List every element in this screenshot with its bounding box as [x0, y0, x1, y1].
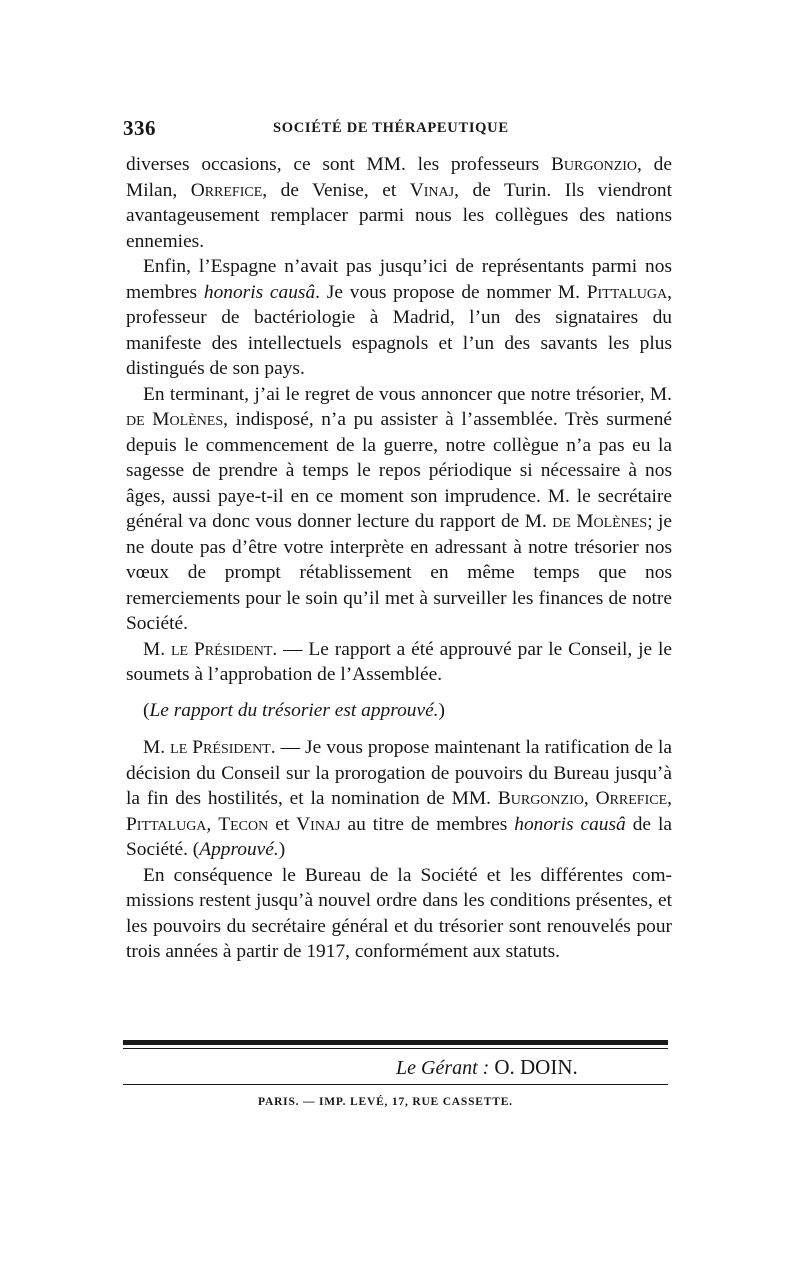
printer-imprint: PARIS. — IMP. LEVÉ, 17, RUE CASSETTE. — [258, 1096, 513, 1108]
paragraph-foreign-members — [126, 152, 672, 254]
person-name: de Molènes — [552, 511, 648, 532]
text-run: et — [268, 813, 297, 835]
text-run: M. — [143, 737, 171, 758]
text-run: , indisposé, n’a pu assister à l’assemblée. Très surmené depuis le commencement de la guerre, notre collègue n’a pas eu la sagesse de prendre à temps le repos périodique si nécessaire à nos âges, aussi paye-t-il en ce moment son imprudence. M. le secrétaire général va donc vous donner lecture du rapport de M. — [126, 409, 672, 532]
text-run: , — [583, 788, 596, 809]
person-name: Pittaluga — [126, 813, 207, 835]
page-number: 336 — [123, 116, 156, 140]
italic-phrase: Le rapport du trésorier est approuvé. — [149, 699, 439, 721]
paragraph-conclusion — [126, 863, 672, 965]
person-name: Vinaj — [409, 179, 455, 201]
text-run: , de Venise, et — [262, 179, 410, 201]
text-run: En terminant, j’ai le regret de vous annoncer que notre trésorier, M. — [143, 383, 672, 405]
text-run: , professeur de bactériologie à Madrid, l’un des signataires du manifeste des intellectuels espagnols et l’un des savants les plus distingués de son pays. — [126, 281, 672, 379]
footer-rule-thick — [123, 1040, 668, 1045]
gerant-signature-line — [396, 1055, 636, 1083]
text-run: au titre de membres — [340, 813, 515, 835]
italic-phrase: honoris causâ — [514, 813, 626, 835]
text-run: , de Turin. Ils viendront avantageusement remplacer parmi nous les collègues des nations ennemies. — [126, 179, 672, 252]
text-run: , — [667, 788, 672, 809]
journal-title: SOCIÉTÉ DE THÉRAPEUTIQUE — [273, 120, 509, 136]
paragraph-spain — [126, 254, 672, 382]
paragraph-treasurer — [126, 382, 672, 637]
running-head — [123, 116, 673, 140]
footer-rule-thin — [123, 1048, 668, 1049]
gerant-name: O. DOIN. — [494, 1055, 578, 1079]
person-name: Tecon — [218, 813, 269, 835]
gerant-label: Le Gérant : — [396, 1057, 490, 1079]
body-text — [126, 152, 672, 965]
paragraph-report-approved — [126, 698, 672, 724]
person-name: le Président — [170, 737, 271, 758]
text-run: . — Je vous propose maintenant la ratification de la décision du Conseil sur la prorogation de pouvoirs du Bureau jusqu’à la fin des hostilités, et la nomination de MM. — [126, 737, 673, 809]
person-name: le Président — [170, 638, 273, 660]
person-name: Orrefice — [595, 788, 668, 809]
text-run: diverses occasions, ce sont MM. les professeurs — [126, 154, 551, 175]
italic-phrase: honoris causâ — [203, 281, 316, 303]
text-run: ( — [143, 699, 150, 721]
text-run: . Je vous propose de nommer M. — [315, 281, 587, 303]
text-run: , de Milan, — [126, 154, 672, 201]
person-name: Pittaluga — [586, 281, 668, 303]
text-run: ) — [438, 699, 445, 721]
person-name: Orrefice — [190, 179, 263, 201]
text-run: Enfin, l’Espagne n’avait pas jusqu’ici de représentants parmi nos membres — [126, 256, 672, 303]
text-run: M. — [143, 638, 171, 660]
paragraph-president-report — [126, 637, 672, 688]
paragraph-president-ratification — [126, 735, 672, 863]
person-name: Burgonzio — [497, 788, 584, 809]
person-name: de Molènes — [126, 409, 224, 430]
text-run: , — [206, 813, 219, 835]
text-run: de la Société. ( — [126, 813, 672, 860]
person-name: Burgonzio — [551, 154, 638, 175]
text-run: ; je ne doute pas d’être votre interprète en adressant à notre trésorier nos vœux de prompt rétablissement en même temps que nos remerciements pour le soin qu’il met à surveiller les finances de notre Société. — [126, 511, 672, 634]
person-name: Vinaj — [296, 813, 341, 835]
text-run: En conséquence le Bureau de la Société et les différentes commissions restent jusqu’à nouvel ordre dans les conditions présentes, et les pouvoirs du secrétaire général et du trésorier sont renouvelés pour trois années à partir de 1917, conformément aux statuts. — [126, 864, 672, 962]
italic-phrase: Approuvé. — [199, 839, 279, 860]
footer-rule-bottom — [123, 1084, 668, 1085]
text-run: ) — [278, 839, 286, 860]
text-run: . — Le rapport a été approuvé par le Conseil, je le soumets à l’approbation de l’Assemblée. — [126, 638, 673, 685]
